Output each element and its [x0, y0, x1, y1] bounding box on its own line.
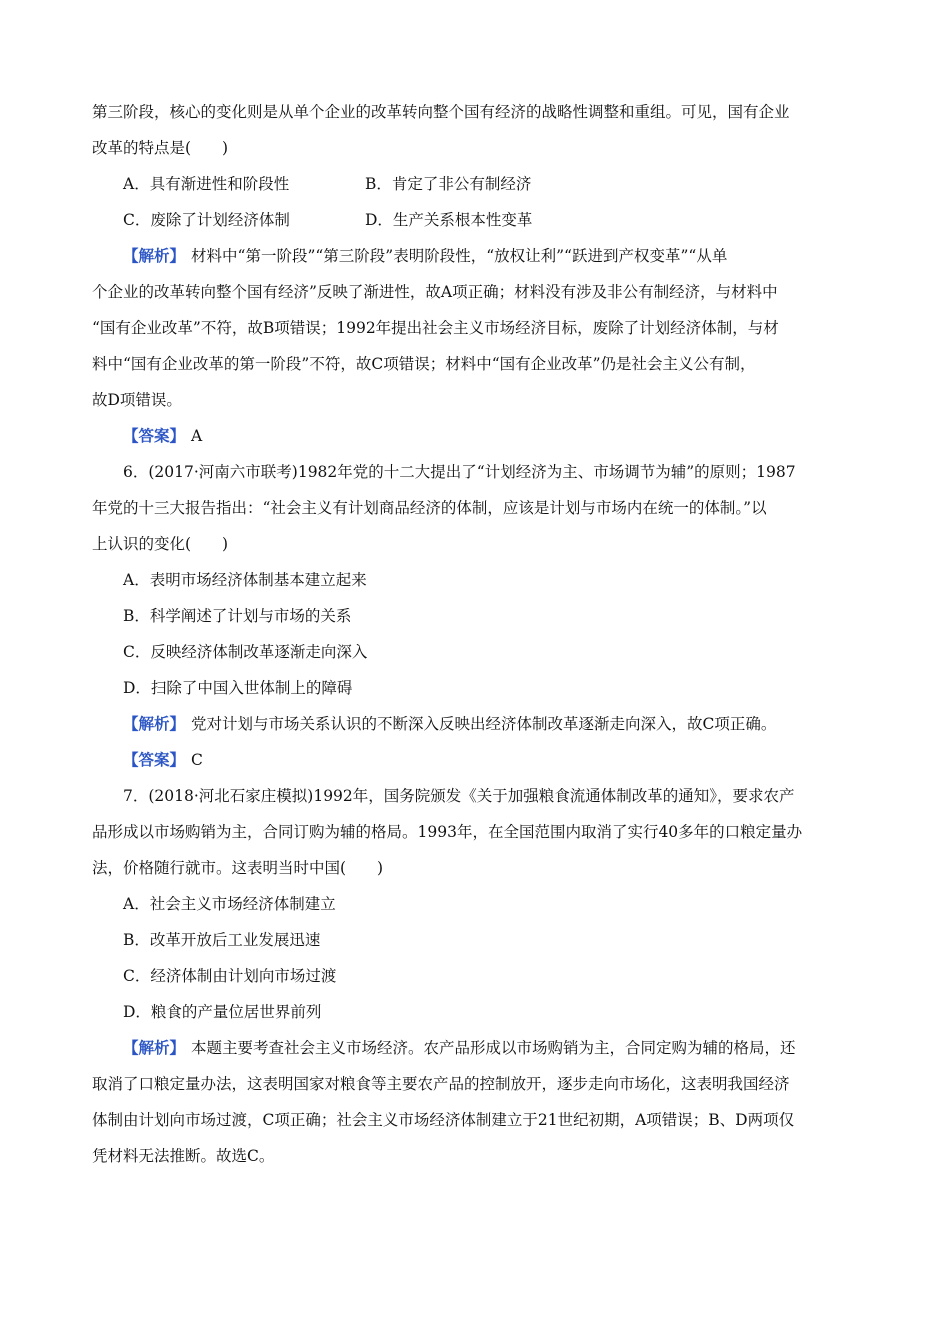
- q5-stem-line: 改革的特点是( ): [92, 139, 229, 157]
- q5-stem-line: 第三阶段，核心的变化则是从单个企业的改革转向整个国有经济的战略性调整和重组。可见，国有企业: [92, 103, 790, 121]
- answer-label: 【答案】: [123, 750, 186, 769]
- q5-option-c: C．废除了计划经济体制: [123, 211, 290, 229]
- q5-options-row: [92, 166, 862, 202]
- q7-stem-line: 法，价格随行就市。这表明当时中国( ): [92, 859, 384, 877]
- q6-option-d: D．扫除了中国入世体制上的障碍: [123, 679, 353, 697]
- document-content: [92, 94, 862, 1174]
- q6-option-c: C．反映经济体制改革逐渐走向深入: [123, 643, 368, 661]
- q5-option-a: A．具有渐进性和阶段性: [123, 175, 290, 193]
- q5-option-b: B．肯定了非公有制经济: [365, 175, 532, 193]
- q5-answer-value: A: [191, 427, 203, 445]
- q7-analysis-line: 取消了口粮定量办法，这表明国家对粮食等主要农产品的控制放开，逐步走向市场化，这表明我国经济: [92, 1075, 790, 1093]
- q5-option-d: D．生产关系根本性变革: [365, 211, 533, 229]
- q7-option-d: D．粮食的产量位居世界前列: [123, 1003, 322, 1021]
- q5-analysis-line: 故D项错误。: [92, 391, 182, 409]
- q7-stem-line: 品形成以市场购销为主，合同订购为辅的格局。1993年，在全国范围内取消了实行40多年的口粮定量办: [92, 823, 803, 841]
- q7-option-c: C．经济体制由计划向市场过渡: [123, 967, 337, 985]
- q5-analysis-line: [92, 238, 862, 274]
- analysis-label: 【解析】: [123, 1038, 186, 1057]
- q6-answer-line: [92, 742, 862, 778]
- q6-option-b: B．科学阐述了计划与市场的关系: [123, 607, 352, 625]
- q7-analysis-line: 体制由计划向市场过渡，C项正确；社会主义市场经济体制建立于21世纪初期，A项错误；B、D两项仅: [92, 1111, 795, 1129]
- q6-analysis-line: [92, 706, 862, 742]
- analysis-label: 【解析】: [123, 714, 186, 733]
- q6-stem-line: 年党的十三大报告指出：“社会主义有计划商品经济的体制，应该是计划与市场内在统一的体制。”以: [92, 499, 767, 517]
- q7-analysis-text: 本题主要考查社会主义市场经济。农产品形成以市场购销为主，合同定购为辅的格局，还: [191, 1039, 796, 1057]
- q5-analysis-line: 个企业的改革转向整个国有经济”反映了渐进性，故A项正确；材料没有涉及非公有制经济，与材料中: [92, 283, 778, 301]
- q6-stem-line: 6．(2017·河南六市联考)1982年党的十二大提出了“计划经济为主、市场调节为辅”的原则；1987: [123, 463, 796, 481]
- q7-analysis-line: [92, 1030, 862, 1066]
- q5-answer-line: [92, 418, 862, 454]
- q6-option-a: A．表明市场经济体制基本建立起来: [123, 571, 367, 589]
- q5-analysis-line: “国有企业改革”不符，故B项错误；1992年提出社会主义市场经济目标，废除了计划经济体制，与材: [92, 319, 779, 337]
- q7-option-b: B．改革开放后工业发展迅速: [123, 931, 321, 949]
- analysis-label: 【解析】: [123, 246, 186, 265]
- q7-analysis-line: 凭材料无法推断。故选C。: [92, 1147, 275, 1165]
- q7-stem-line: 7．(2018·河北石家庄模拟)1992年，国务院颁发《关于加强粮食流通体制改革的通知》，要求农产: [123, 787, 795, 805]
- q5-options-row: [92, 202, 862, 238]
- q7-option-a: A．社会主义市场经济体制建立: [123, 895, 336, 913]
- q6-stem-line: 上认识的变化( ): [92, 535, 229, 553]
- answer-label: 【答案】: [123, 426, 186, 445]
- q6-analysis-text: 党对计划与市场关系认识的不断深入反映出经济体制改革逐渐走向深入，故C项正确。: [191, 715, 777, 733]
- q6-answer-value: C: [191, 751, 203, 769]
- q5-analysis-line: 料中“国有企业改革的第一阶段”不符，故C项错误；材料中“国有企业改革”仍是社会主义公有制，: [92, 355, 756, 373]
- q5-analysis-text: 材料中“第一阶段”“第三阶段”表明阶段性，“放权让利”“跃进到产权变革”“从单: [191, 247, 728, 265]
